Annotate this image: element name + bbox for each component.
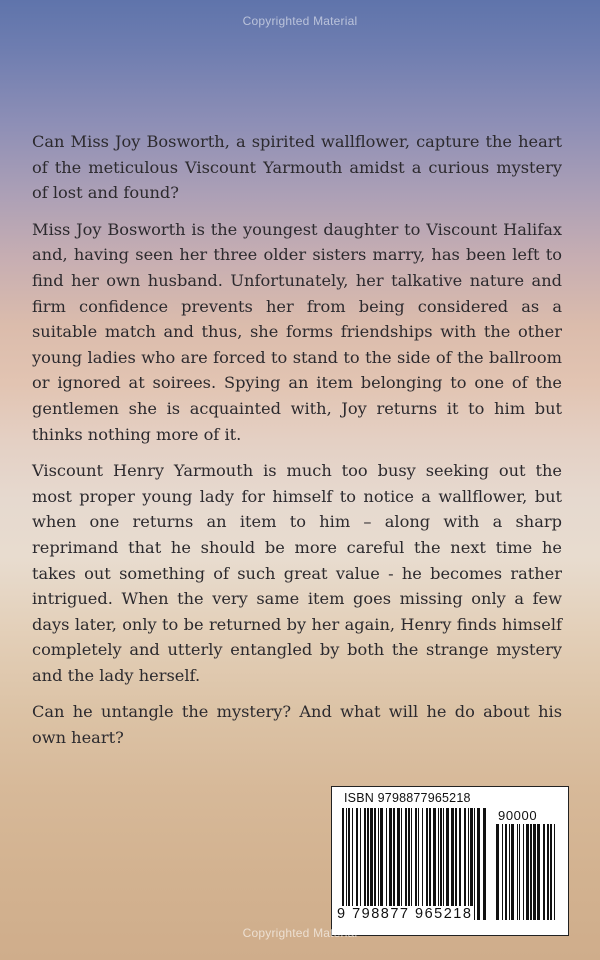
blurb-henry-paragraph: Viscount Henry Yarmouth is much too busy seeking out the most proper young lady for himself to notice a wallflower, but when one returns an item to him – along with a sharp reprimand that he should be more careful the next time he takes out something of such great value - he becomes rather intrigued. When the very same item goes missing only a few days later, only to be returned by her again, Henry finds himself completely and utterly entangled by both the strange mystery and the lady herself. xyxy=(32,461,562,685)
barcode-digits: 9 798877 965218 xyxy=(337,906,473,922)
barcode-bar xyxy=(378,808,379,920)
barcode-bar xyxy=(474,808,475,920)
barcode-bar xyxy=(389,808,392,920)
barcode-bar xyxy=(348,808,350,920)
barcode-bar xyxy=(433,808,436,920)
barcode-bar xyxy=(364,808,366,920)
barcode-bar xyxy=(537,824,540,920)
barcode-bar xyxy=(533,824,536,920)
barcode-bar xyxy=(415,808,417,920)
barcode-bar xyxy=(464,808,466,920)
blurb-joy-paragraph: Miss Joy Bosworth is the youngest daughter to Viscount Halifax and, having seen her three older sisters marry, has been left to find her own husband. Unfortunately, her talkative nature and firm confidence prevents her from being considered as a suitable match and thus, she forms friendships with the other young ladies who are forced to stand to the side of the ballroom or ignored at soirees. Spying an item belonging to one of the gentlemen she is acquainted with, Joy returns it to him but thinks nothing more of it. xyxy=(32,219,562,444)
barcode-bar xyxy=(405,808,407,920)
ean-barcode-bars xyxy=(342,808,490,920)
barcode-bar xyxy=(511,824,514,920)
barcode-bar xyxy=(446,808,449,920)
blurb-closing-paragraph: Can he untangle the mystery? And what will he do about his own heart? xyxy=(32,702,562,748)
barcode-bar xyxy=(438,808,439,920)
barcode-bar xyxy=(477,808,480,920)
copyright-watermark-top: Copyrighted Material xyxy=(242,14,358,28)
barcode-bar xyxy=(380,808,383,920)
barcode-bar xyxy=(470,808,473,920)
barcode-bar xyxy=(393,808,395,920)
barcode-bar xyxy=(356,808,358,920)
barcode-bar xyxy=(550,824,552,920)
barcode-bar xyxy=(483,808,486,920)
barcode-bar xyxy=(523,824,524,920)
barcode-bar xyxy=(418,808,419,920)
price-code: 90000 xyxy=(498,808,538,823)
barcode-bar xyxy=(509,824,510,920)
barcode-bar xyxy=(440,808,442,920)
isbn-barcode-box xyxy=(331,786,569,936)
barcode-bar xyxy=(455,808,457,920)
barcode-bar xyxy=(505,824,507,920)
barcode-bar xyxy=(496,824,499,920)
barcode-bar xyxy=(517,824,518,920)
barcode-bar xyxy=(352,808,353,920)
barcode-bar xyxy=(426,808,428,920)
barcode-bar xyxy=(502,824,503,920)
addon-barcode-bars xyxy=(496,824,558,920)
barcode-bar xyxy=(526,824,529,920)
barcode-bar xyxy=(543,824,545,920)
barcode-bar xyxy=(401,808,402,920)
barcode-bar xyxy=(408,808,410,920)
barcode-bar xyxy=(411,808,412,920)
blurb-hook-paragraph: Can Miss Joy Bosworth, a spirited wallflower, capture the heart of the meticulous Viscount Yarmouth amidst a curious mystery of lost and found? xyxy=(32,132,562,203)
barcode-bar xyxy=(429,808,431,920)
barcode-bar xyxy=(554,824,555,920)
back-cover-blurb xyxy=(32,129,562,762)
barcode-bar xyxy=(370,808,373,920)
barcode-bar xyxy=(519,824,520,920)
barcode-bar xyxy=(459,808,461,920)
barcode-bar xyxy=(530,824,532,920)
barcode-bar xyxy=(386,808,387,920)
copyright-watermark-bottom: Copyrighted Material xyxy=(242,926,358,940)
barcode-bar xyxy=(451,808,454,920)
barcode-bar xyxy=(360,808,361,920)
barcode-bar xyxy=(367,808,369,920)
barcode-bar xyxy=(468,808,469,920)
barcode-bar xyxy=(547,824,549,920)
isbn-label: ISBN 9798877965218 xyxy=(344,791,471,805)
barcode-bar xyxy=(346,808,347,920)
barcode-bar xyxy=(443,808,444,920)
barcode-bar xyxy=(374,808,376,920)
barcode-bar xyxy=(342,808,344,920)
barcode-bar xyxy=(397,808,400,920)
barcode-bar xyxy=(422,808,423,920)
